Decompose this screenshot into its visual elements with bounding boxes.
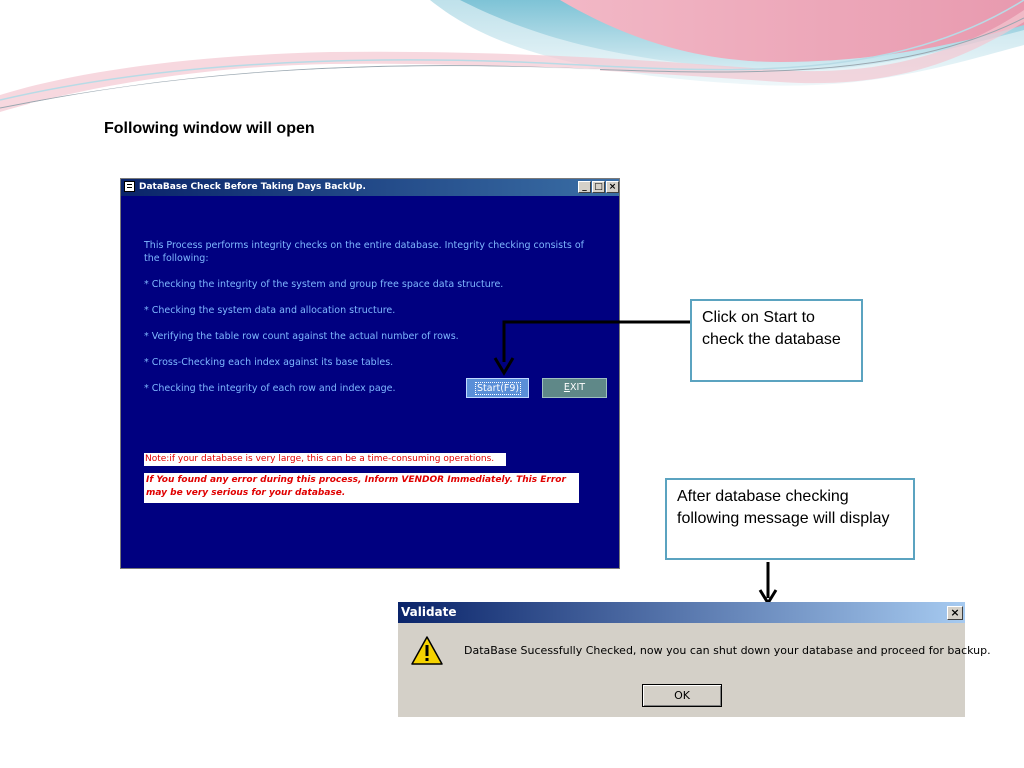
note-text: Note:if your database is very large, this can be a time-consuming operations. (144, 453, 506, 466)
callout-after-check: After database checking following message will display (665, 478, 915, 560)
validate-titlebar[interactable] (398, 602, 965, 623)
start-button-label: Start(F9) (477, 383, 520, 394)
exit-button[interactable] (542, 378, 607, 398)
maximize-button[interactable]: □ (592, 181, 605, 193)
check-item: * Verifying the table row count against the actual number of rows. (144, 331, 459, 342)
app-icon (124, 181, 135, 192)
close-button[interactable]: × (606, 181, 619, 193)
validate-title: Validate (401, 605, 457, 619)
warning-icon (410, 635, 444, 667)
header-wave-decoration (0, 0, 1024, 125)
check-item: * Checking the integrity of the system and group free space data structure. (144, 279, 504, 290)
window-title: DataBase Check Before Taking Days BackUp. (139, 182, 366, 192)
ok-button[interactable]: OK (642, 684, 722, 707)
intro-text: This Process performs integrity checks on the entire database. Integrity checking consists of the following: (144, 240, 584, 264)
check-item: * Cross-Checking each index against its base tables. (144, 357, 394, 368)
slide-title: Following window will open (104, 120, 315, 137)
validate-dialog (398, 602, 991, 717)
error-warning-text: If You found any error during this process, Inform VENDOR Immediately. This Error may be very serious for your database. (144, 473, 579, 503)
exit-accelerator: E (563, 382, 570, 393)
callout-start-instruction: Click on Start to check the database (690, 299, 863, 382)
database-check-window (120, 178, 620, 569)
exit-button-label: XIT (569, 382, 586, 393)
start-button[interactable] (466, 378, 529, 398)
validate-close-button[interactable]: × (947, 606, 963, 620)
window-titlebar[interactable] (121, 179, 619, 196)
check-item: * Checking the system data and allocation structure. (144, 305, 396, 316)
validate-message: DataBase Sucessfully Checked, now you can shut down your database and proceed for backup. (464, 644, 991, 657)
check-item: * Checking the integrity of each row and index page. (144, 383, 396, 394)
minimize-button[interactable]: _ (578, 181, 591, 193)
